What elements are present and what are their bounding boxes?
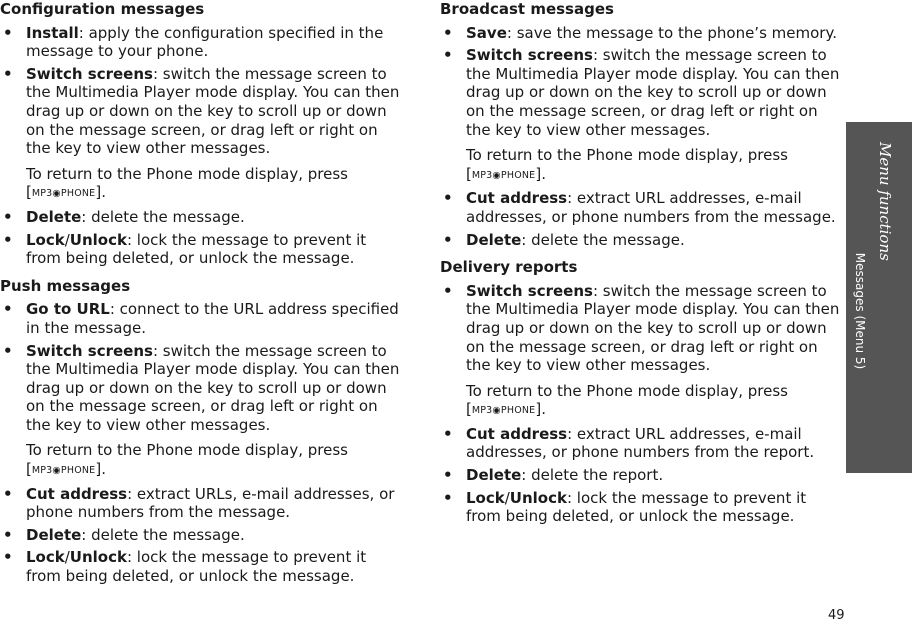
option-switch-screens [440, 282, 840, 421]
option-term: Lock [26, 548, 65, 567]
option-description: : lock the message to prevent it from being deleted, or unlock the message. [26, 230, 367, 268]
section-heading-push: Push messages [0, 276, 131, 295]
section-heading-delivery: Delivery reports [440, 258, 578, 277]
option-description: : extract URL addresses, e-mail addresses, or phone numbers from the message. [466, 189, 836, 226]
option-term: Delete [26, 525, 82, 544]
option-description: : lock the message to prevent it from being deleted, or unlock the message. [26, 548, 367, 586]
option-term: Save [466, 23, 507, 42]
option-switch-screens [0, 342, 400, 481]
option-cut-address [0, 485, 400, 522]
option-term: Unlock [509, 488, 567, 507]
option-delete [440, 231, 840, 250]
return-text: To return to the Phone mode display, press [26, 164, 348, 183]
option-description: : switch the message screen to the Multimedia Player mode display. You can then drag up or down on the key to scroll up or down on the message screen, or drag left or right on the key to view other messages. [466, 281, 840, 375]
option-term: Unlock [69, 230, 127, 249]
option-description: : switch the message screen to the Multimedia Player mode display. You can then drag up or down on the key to scroll up or down on the message screen, or drag left or right on the key to view other messages. [26, 64, 400, 158]
return-text: To return to the Phone mode display, press [466, 381, 788, 400]
option-description: : extract URLs, e-mail addresses, or phone numbers from the message. [26, 484, 395, 522]
return-instruction: To return to the Phone mode display, press [MP3◉PHONE]. [26, 165, 400, 204]
configuration-options-list [0, 24, 400, 268]
option-description: : extract URL addresses, e-mail addresses, or phone numbers from the report. [466, 424, 815, 462]
option-term: Switch screens [26, 341, 153, 360]
option-delete [440, 466, 840, 485]
option-description: : delete the message. [81, 207, 245, 226]
option-description: : lock the message to prevent it from being deleted, or unlock the message. [466, 488, 807, 526]
option-term: Delete [466, 230, 522, 249]
option-term: Go to URL [26, 300, 110, 319]
right-column [440, 0, 840, 530]
option-switch-screens [0, 65, 400, 204]
mp3-phone-key-icon: MP3◉PHONE [31, 465, 96, 477]
option-lock-unlock [0, 231, 400, 268]
option-description: : apply the configuration specified in the message to your phone. [26, 23, 384, 61]
return-instruction: To return to the Phone mode display, press [MP3◉PHONE]. [466, 382, 840, 421]
delivery-options-list [440, 282, 840, 526]
option-go-to-url [0, 300, 400, 337]
option-term: Switch screens [466, 281, 593, 300]
mp3-phone-key-icon: MP3◉PHONE [31, 188, 96, 200]
page-number: 49 [828, 608, 845, 623]
option-delete [0, 208, 400, 227]
option-switch-screens [440, 46, 840, 185]
option-term: Lock [466, 488, 505, 507]
option-term: Unlock [69, 548, 127, 567]
option-description: : save the message to the phone’s memory. [506, 23, 837, 42]
slash: / [64, 548, 70, 567]
option-term: Install [26, 23, 79, 42]
option-description: : delete the message. [521, 230, 685, 249]
option-description: : delete the message. [81, 525, 245, 544]
option-description: : delete the report. [521, 466, 664, 485]
option-install [0, 24, 400, 61]
option-term: Delete [466, 466, 522, 485]
option-term: Switch screens [466, 46, 593, 65]
option-delete [0, 526, 400, 545]
chapter-subtitle: Messages (Menu 5) [853, 252, 867, 370]
option-term: Lock [26, 230, 65, 249]
push-options-list [0, 300, 400, 585]
option-cut-address [440, 189, 840, 226]
slash: / [64, 230, 70, 249]
option-save [440, 24, 840, 43]
option-description: : connect to the URL address specified in the message. [26, 300, 399, 337]
mp3-phone-key-icon: MP3◉PHONE [471, 169, 536, 181]
left-column [0, 0, 400, 590]
option-term: Cut address [26, 484, 128, 503]
return-instruction: To return to the Phone mode display, press [MP3◉PHONE]. [26, 441, 400, 480]
option-description: : switch the message screen to the Multimedia Player mode display. You can then drag up or down on the key to scroll up or down on the message screen, or drag left or right on the key to view other messages. [466, 46, 840, 139]
section-heading-configuration: Configuration messages [0, 0, 205, 18]
option-term: Cut address [466, 424, 568, 443]
option-cut-address [440, 425, 840, 462]
option-lock-unlock [440, 489, 840, 526]
option-term: Switch screens [26, 64, 153, 83]
mp3-phone-key-icon: MP3◉PHONE [471, 405, 536, 417]
broadcast-options-list [440, 24, 840, 250]
return-text: To return to the Phone mode display, press [26, 441, 348, 460]
slash: / [504, 488, 510, 507]
option-description: : switch the message screen to the Multimedia Player mode display. You can then drag up or down on the key to scroll up or down on the message screen, or drag left or right on the key to view other messages. [26, 341, 400, 434]
section-heading-broadcast: Broadcast messages [440, 0, 614, 18]
chapter-title: Menu functions [876, 142, 894, 261]
option-lock-unlock [0, 548, 400, 585]
return-text: To return to the Phone mode display, press [466, 146, 788, 165]
option-term: Cut address [466, 189, 568, 208]
option-term: Delete [26, 207, 82, 226]
return-instruction: To return to the Phone mode display, press [MP3◉PHONE]. [466, 146, 840, 185]
